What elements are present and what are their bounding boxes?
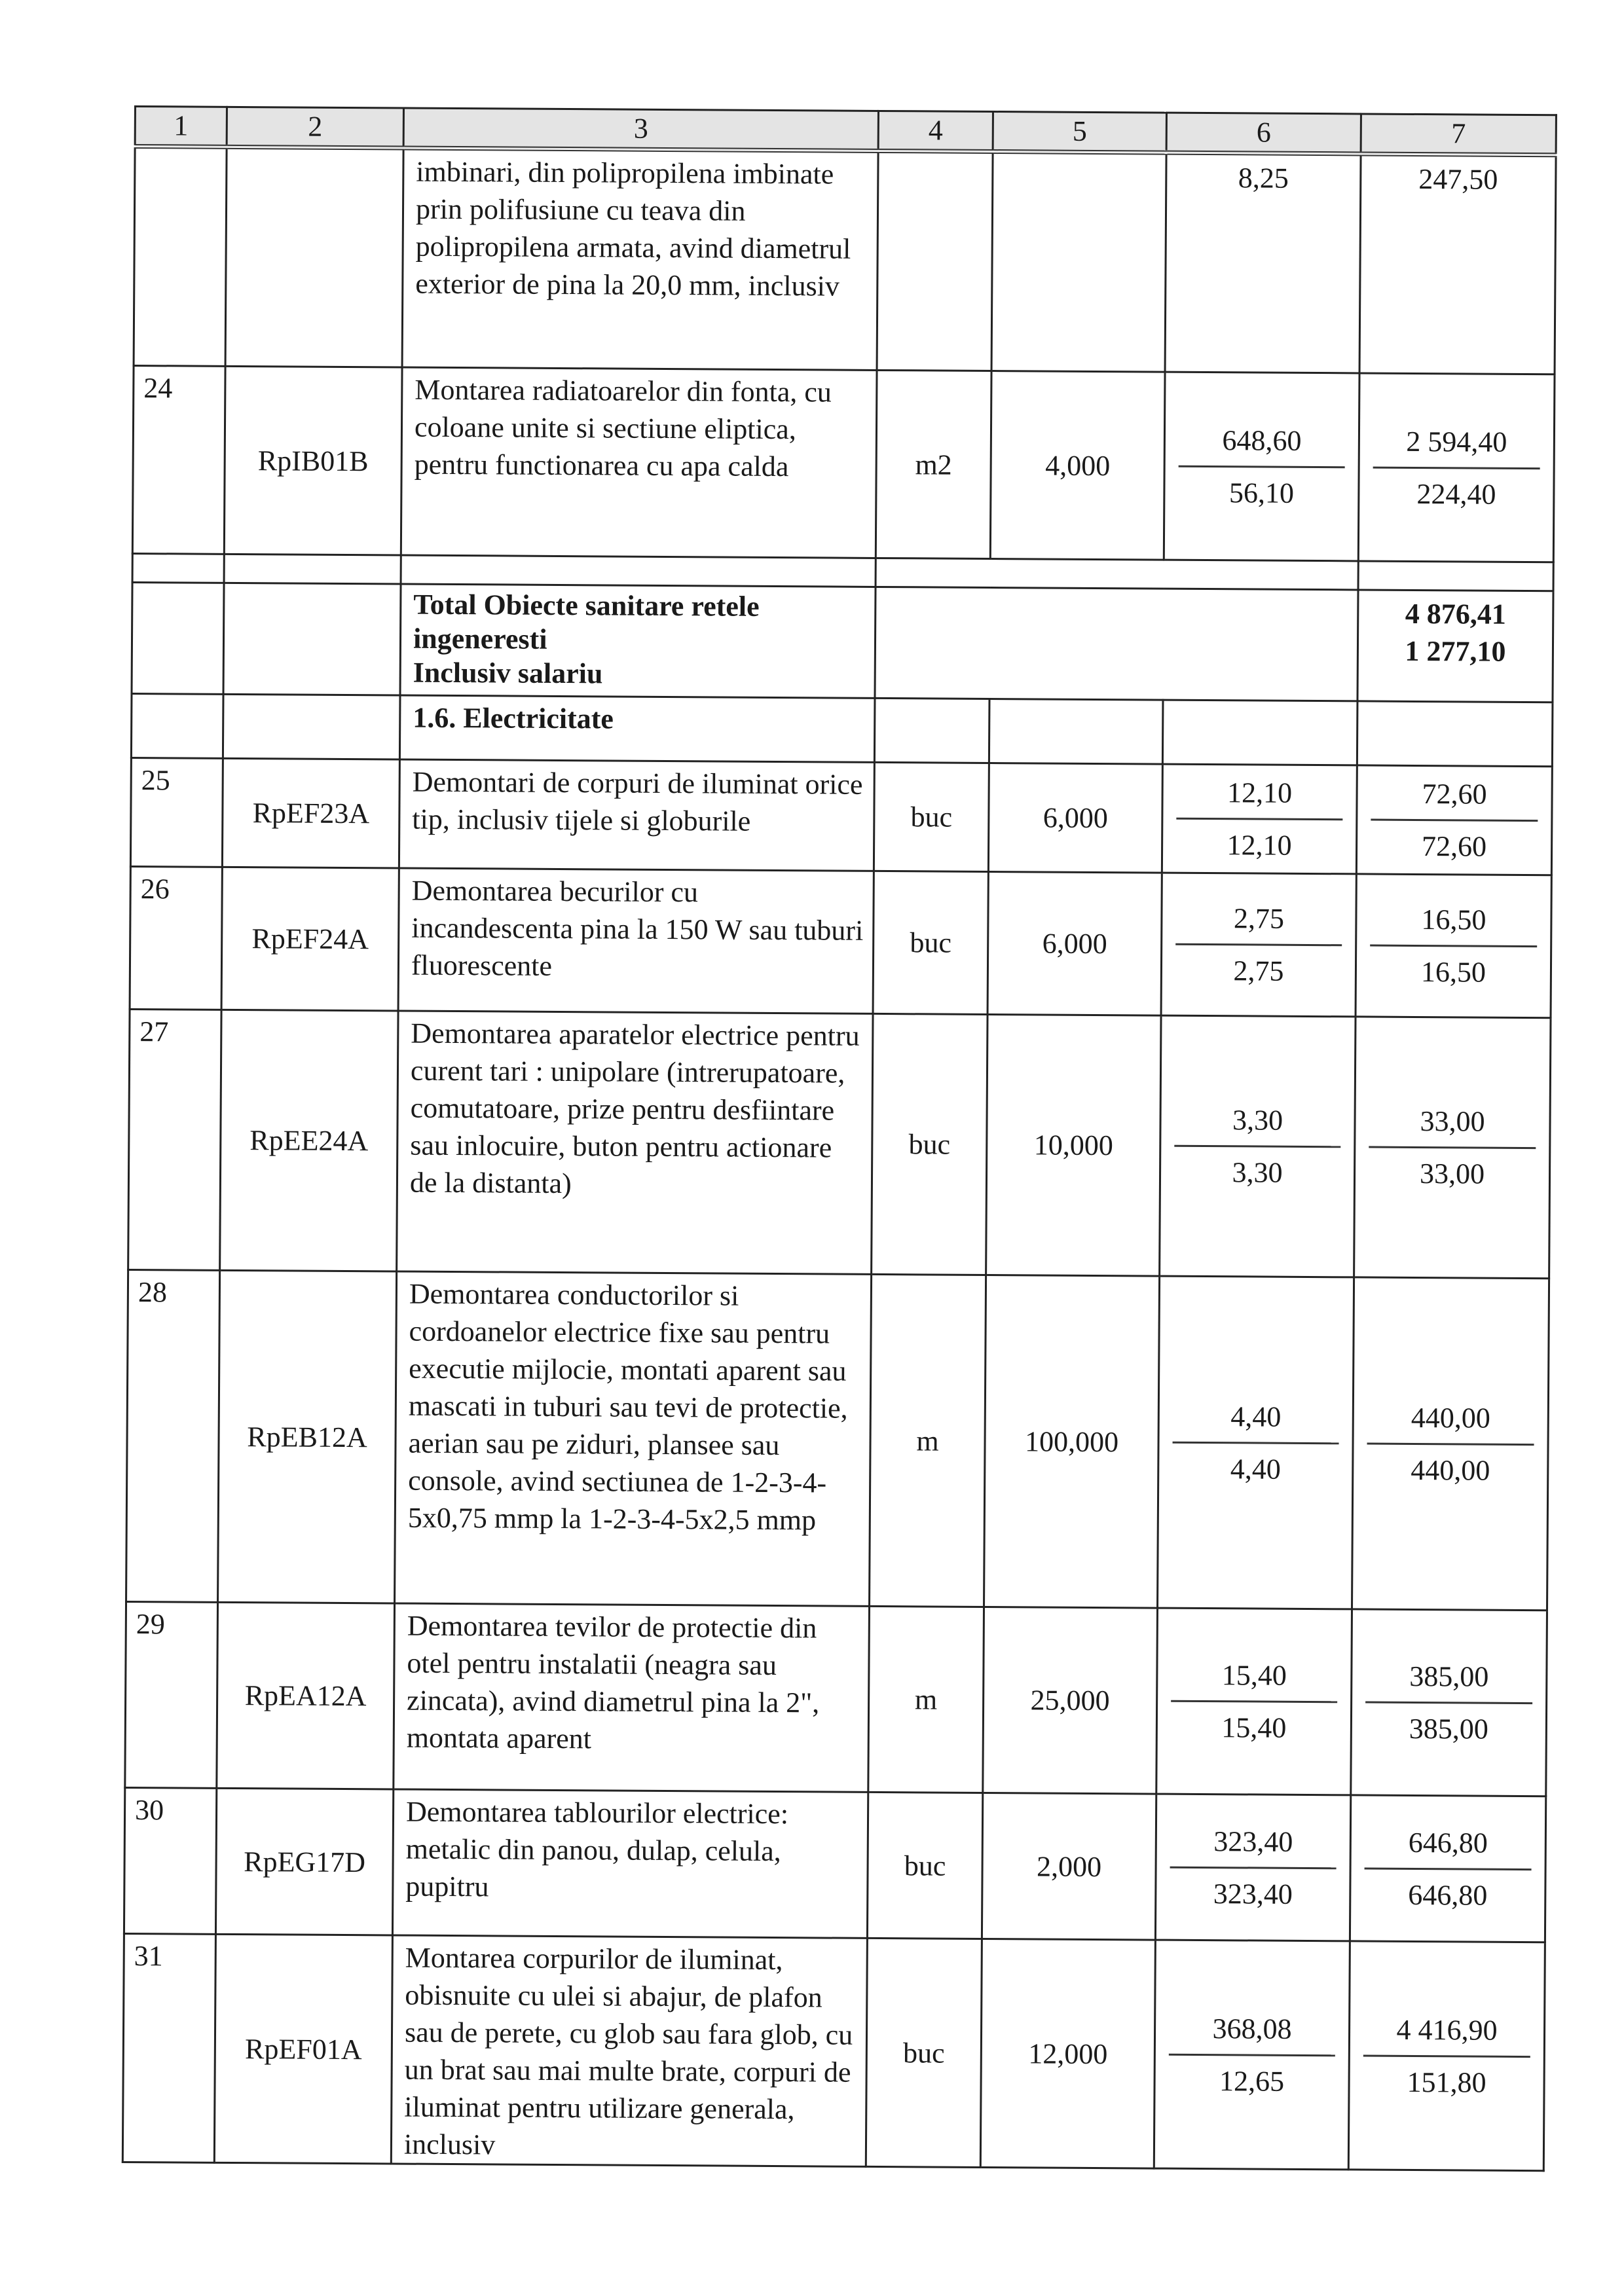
- table-row: [124, 1787, 1545, 1942]
- col-header: 6: [1166, 113, 1361, 154]
- description: Demontarea tevilor de protectie din otel pentru instalatii (neagra sau zincata), avind diametrul pina la 2", montata aparent: [394, 1603, 870, 1792]
- unit: buc: [873, 871, 988, 1014]
- price-salary: 323,40: [1213, 1877, 1293, 1910]
- quantity: 6,000: [988, 763, 1162, 873]
- code: RpEB12A: [218, 1270, 397, 1603]
- col-header: 4: [878, 111, 993, 151]
- description: Demontarea becurilor cu incandescenta pina la 150 W sau tuburi fluorescente: [398, 868, 874, 1013]
- price: 323,40: [1170, 1822, 1337, 1869]
- quantity: 100,000: [984, 1275, 1160, 1608]
- price-cell: [1160, 1015, 1356, 1277]
- quantity: 4,000: [990, 371, 1165, 560]
- total-salary: 72,60: [1421, 830, 1487, 863]
- quantity: 25,000: [983, 1607, 1158, 1794]
- total-cell: [1354, 1017, 1551, 1279]
- description: Demontarea aparatelor electrice pentru curent tari : unipolare (intrerupatoare, comutatoare, prize pentru desfiintare sau inlocuire, buton pentru actionare de la distanta): [397, 1011, 873, 1274]
- code: RpIB01B: [224, 366, 402, 555]
- price: 2,75: [1175, 900, 1342, 947]
- section-row: [131, 693, 1553, 766]
- col-header: 7: [1361, 114, 1556, 155]
- price: 648,60: [1179, 421, 1345, 468]
- total-cell: [1352, 1277, 1549, 1611]
- description: Demontarea tablourilor electrice: metalic din panou, dulap, celula, pupitru: [392, 1789, 868, 1938]
- unit: buc: [872, 1013, 987, 1275]
- total-salary: 33,00: [1419, 1157, 1485, 1190]
- total: 385,00: [1365, 1658, 1532, 1705]
- unit: m: [868, 1606, 984, 1793]
- price-salary: 15,40: [1221, 1711, 1287, 1744]
- row-number: 27: [128, 1009, 221, 1270]
- unit: m: [870, 1274, 986, 1607]
- row-number: 25: [130, 757, 223, 867]
- total: 33,00: [1369, 1102, 1536, 1150]
- col-header: 1: [135, 107, 227, 147]
- price-cell: [1154, 1940, 1350, 2170]
- code: RpEE24A: [220, 1010, 398, 1271]
- table-row: [126, 1269, 1549, 1610]
- total-salary: 151,80: [1407, 2066, 1486, 2099]
- code: RpEG17D: [215, 1788, 393, 1935]
- total-cell: [1351, 1609, 1547, 1796]
- description: Demontarea conductorilor si cordoanelor electrice fixe sau pentru executie mijlocie, montati aparent sau mascati in tuburi sau tevi de protectie, aerian sau pe ziduri, plansee sau console, avind sectiunea de 1-2-3-4-5x0,75 mmp la 1-2-3-4-5x2,5 mmp: [395, 1271, 872, 1606]
- price-salary: 4,40: [1230, 1452, 1281, 1485]
- quantity: 10,000: [986, 1014, 1161, 1276]
- total-salary: 385,00: [1409, 1712, 1489, 1745]
- row-number: 31: [122, 1933, 215, 2162]
- price-salary: 2,75: [1233, 955, 1284, 987]
- price-cell: [1162, 764, 1357, 874]
- code: RpEF24A: [221, 867, 399, 1011]
- total: 72,60: [1371, 775, 1538, 822]
- section-title: 1.6. Electricitate: [399, 695, 875, 762]
- table-row: [122, 1933, 1545, 2170]
- price-cell: [1155, 1794, 1350, 1941]
- total: 440,00: [1367, 1398, 1534, 1446]
- description: imbinari, din polipropilena imbinate prin polifusiune cu teava din polipropilena armata, avind diametrul exterior de pina la 20,0 mm, inclusiv: [402, 148, 878, 370]
- description: Montarea corpurilor de iluminat, obisnuite cu ulei si abajur, de plafon sau de perete, cu glob sau fara glob, cu un brat sau mai multe brate, corpuri de iluminat pentru utilizare generala, inclusiv: [391, 1935, 867, 2166]
- description: Montarea radiatoarelor din fonta, cu coloane unite si sectiune eliptica, pentru functionarea cu apa calda: [401, 367, 877, 558]
- price: 12,10: [1176, 774, 1342, 821]
- price-salary: 56,10: [1228, 476, 1295, 509]
- total-row: [132, 582, 1553, 702]
- total: 16,50: [1370, 901, 1537, 948]
- total-cell: [1356, 874, 1551, 1018]
- total-cell: [1350, 1795, 1545, 1942]
- price: 4,40: [1173, 1397, 1339, 1444]
- price: 3,30: [1174, 1101, 1340, 1148]
- table-row: [132, 366, 1555, 562]
- code: RpEA12A: [217, 1602, 395, 1789]
- unit: buc: [867, 1792, 982, 1939]
- code: RpEF23A: [222, 758, 399, 868]
- price-salary: 12,10: [1227, 829, 1292, 862]
- price: 8,25: [1165, 153, 1361, 373]
- price: 368,08: [1169, 2009, 1335, 2056]
- quantity: 12,000: [980, 1939, 1155, 2168]
- price-salary: 3,30: [1232, 1156, 1283, 1189]
- price: 15,40: [1171, 1656, 1337, 1704]
- total-label: Total Obiecte sanitare retele ingeneresti Inclusiv salariu: [400, 584, 876, 698]
- total-cell: [1356, 765, 1552, 875]
- total: 646,80: [1365, 1823, 1532, 1870]
- total-values: 4 876,41 1 277,10: [1357, 590, 1553, 702]
- total: 4 416,90: [1363, 2011, 1530, 2058]
- estimate-table: [122, 105, 1557, 2172]
- price-cell: [1161, 873, 1356, 1017]
- col-header: 5: [993, 112, 1166, 153]
- table-row: [128, 1009, 1551, 1278]
- total: 2 594,40: [1373, 422, 1540, 469]
- row-number: 26: [130, 866, 222, 1010]
- continuation-row: [134, 147, 1556, 374]
- unit: buc: [866, 1938, 982, 2167]
- table-row: [130, 757, 1552, 875]
- total-salary: 16,50: [1420, 956, 1486, 989]
- quantity: 6,000: [987, 871, 1162, 1015]
- total-salary: 224,40: [1416, 477, 1496, 511]
- quantity: 2,000: [982, 1793, 1156, 1940]
- price-salary: 12,65: [1219, 2064, 1285, 2098]
- unit: buc: [874, 762, 989, 871]
- total-cell: [1358, 373, 1555, 562]
- price-cell: [1164, 372, 1359, 561]
- price-cell: [1156, 1608, 1352, 1795]
- table-row: [125, 1601, 1547, 1796]
- col-header: 3: [403, 108, 878, 151]
- total-salary: 1 277,10: [1405, 634, 1506, 668]
- total-incl-label: Inclusiv salariu: [413, 656, 603, 690]
- row-number: 30: [124, 1787, 216, 1934]
- row-number: 29: [125, 1601, 218, 1788]
- price-cell: [1158, 1276, 1354, 1609]
- row-number: 24: [132, 366, 225, 555]
- col-header: 2: [227, 107, 403, 148]
- unit: m2: [876, 370, 991, 558]
- description: Demontari de corpuri de iluminat orice tip, inclusiv tijele si globurile: [399, 759, 874, 871]
- total-salary: 646,80: [1408, 1878, 1488, 1912]
- total-salary: 440,00: [1411, 1453, 1490, 1487]
- total-cell: [1348, 1941, 1545, 2171]
- table-row: [130, 866, 1551, 1017]
- row-number: 28: [126, 1269, 220, 1602]
- total: 247,50: [1359, 154, 1556, 374]
- code: RpEF01A: [214, 1934, 392, 2164]
